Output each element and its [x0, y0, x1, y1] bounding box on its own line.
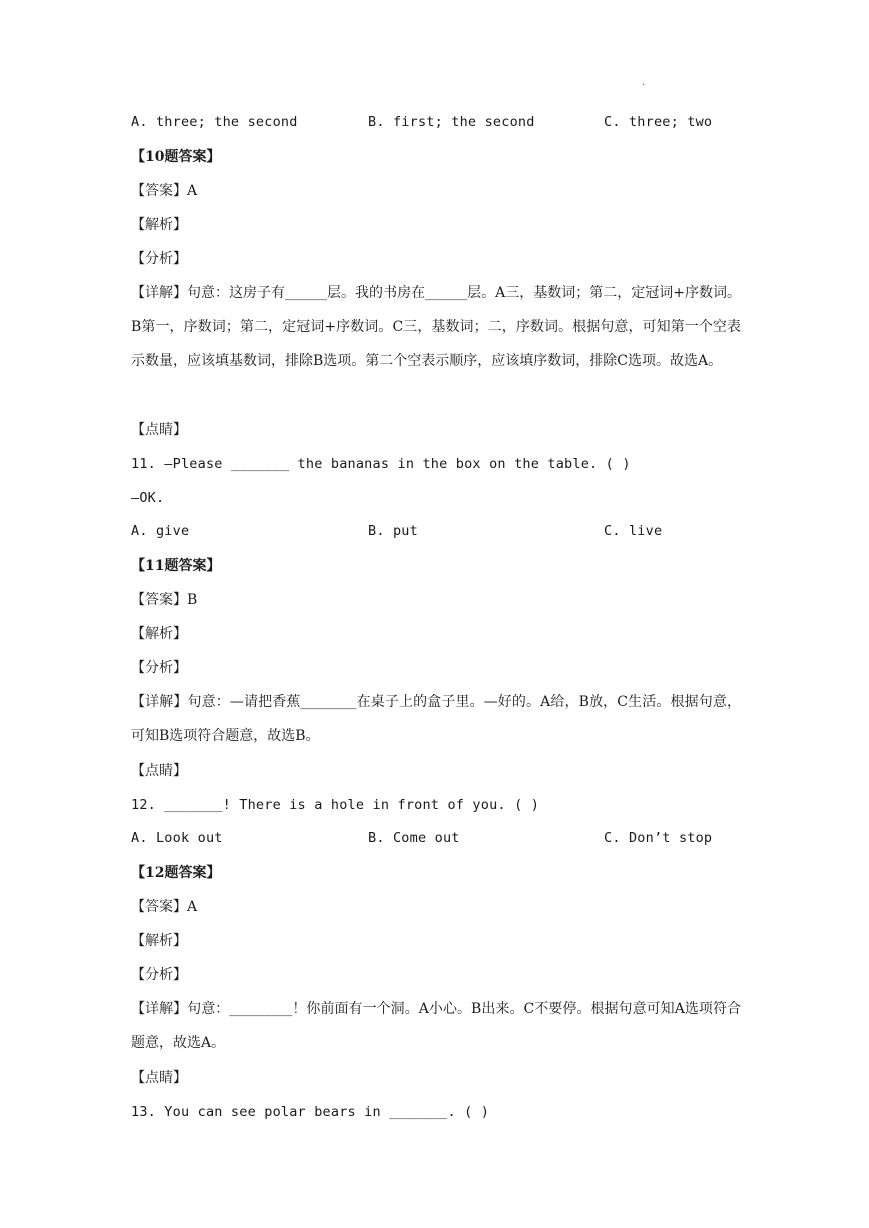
q11-option-a: A. give — [131, 523, 190, 539]
q12-option-b: B. Come out — [368, 830, 460, 846]
q12-option-c: C. Don’t stop — [604, 830, 713, 846]
q12-options — [131, 830, 771, 848]
q12-answer: 【答案】A — [131, 899, 198, 915]
q12-question: 12. _______! There is a hole in front of you. ( ) — [131, 797, 540, 813]
q10-detail: 【详解】句意：这房子有______层。我的书房在______层。A三，基数词；第二，定冠词+序数词。B第一，序数词；第二，定冠词+序数词。C三，基数词；二，序数词。根据句意，可知第一个空表示数量，应该填基数词，排除B选项。第二个空表示顺序，应该填序数词，排除C选项。故选A。 — [131, 285, 741, 369]
q11-fenxi: 【分析】 — [131, 660, 187, 676]
q10-answer: 【答案】A — [131, 183, 198, 199]
q12-jiexi: 【解析】 — [131, 933, 187, 949]
q11-jiexi: 【解析】 — [131, 626, 187, 642]
q10-dianjing: 【点睛】 — [131, 422, 187, 438]
q11-options — [131, 523, 771, 541]
q11-question: 11. —Please _______ the bananas in the box on the table. ( ) — [131, 456, 631, 472]
q12-detail: 【详解】句意：_________！你前面有一个洞。A小心。B出来。C不要停。根据句意可知A选项符合题意，故选A。 — [131, 1001, 741, 1051]
q11-option-b: B. put — [368, 523, 418, 539]
q12-answer-header: 【12题答案】 — [131, 865, 221, 881]
q13-question: 13. You can see polar bears in _______. ( ) — [131, 1104, 490, 1120]
q11-dianjing: 【点睛】 — [131, 763, 187, 779]
q10-jiexi: 【解析】 — [131, 217, 187, 233]
q11-answer: 【答案】B — [131, 592, 198, 608]
q10-option-b: B. first; the second — [368, 114, 535, 130]
q12-dianjing: 【点睛】 — [131, 1070, 187, 1086]
q11-answer-header: 【11题答案】 — [131, 558, 221, 574]
q10-option-c: C. three; two — [604, 114, 713, 130]
q10-answer-header: 【10题答案】 — [131, 149, 221, 165]
q11-detail: 【详解】句意：—请把香蕉________在桌子上的盒子里。—好的。A给，B放，C生活。根据句意，可知B选项符合题意，故选B。 — [131, 694, 741, 744]
q10-option-a: A. three; the second — [131, 114, 298, 130]
header-dot: · — [642, 80, 646, 91]
q11-reply: —OK. — [131, 490, 165, 506]
q12-option-a: A. Look out — [131, 830, 223, 846]
q10-fenxi: 【分析】 — [131, 251, 187, 267]
q11-option-c: C. live — [604, 523, 663, 539]
q10-options — [131, 114, 771, 132]
q12-fenxi: 【分析】 — [131, 967, 187, 983]
